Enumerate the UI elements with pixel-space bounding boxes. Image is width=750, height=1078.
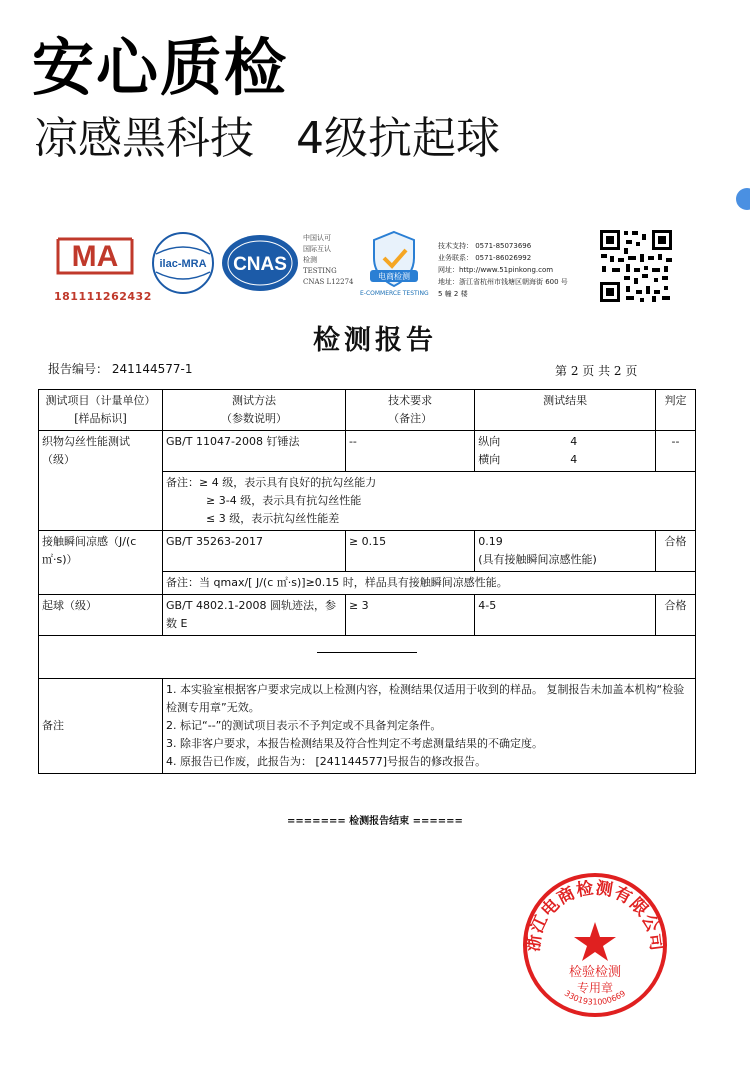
row-method: GB/T 4802.1-2008 圆轨迹法，参数 E <box>163 595 346 636</box>
row-item-line: 接触瞬间凉感（J/(c <box>42 535 137 548</box>
note-line: 备注：≥ 4 级，表示具有良好的抗勾丝能力 <box>166 476 377 489</box>
result-direction: 横向 <box>478 453 501 466</box>
row-result <box>475 531 656 572</box>
cma-logo <box>50 233 140 289</box>
qr-code <box>598 228 674 304</box>
result-value: 0.19 <box>478 535 503 548</box>
header-method-line: （参数说明） <box>220 412 287 425</box>
result-line <box>478 451 652 469</box>
row-result: 4-5 <box>475 595 656 636</box>
result-line <box>478 433 652 451</box>
seal-center-text: 检验检测 <box>568 965 622 980</box>
row-method: GB/T 35263-2017 <box>163 531 346 572</box>
seal-sub-text: 专用章 <box>576 981 614 995</box>
header-requirement <box>345 390 474 431</box>
cnas-logo-text: CNAS <box>233 254 287 275</box>
contact-info <box>438 240 568 300</box>
website: 网址：http://www.51pinkong.com <box>438 266 554 274</box>
ecommerce-testing-logo <box>364 228 424 290</box>
cnas-line: 国际互认 <box>303 245 331 253</box>
header-method-line: 测试方法 <box>231 394 276 407</box>
remark-item: 2. 标记“--”的测试项目表示不予判定或不具备判定条件。 <box>166 719 442 732</box>
row-item: 起球（级） <box>39 595 163 636</box>
remark-item: 1. 本实验室根据客户要求完成以上检测内容，检测结果仅适用于收到的样品。 复制报告未加盖本机构“检验检测专用章”无效。 <box>166 683 685 714</box>
header-result: 测试结果 <box>475 390 656 431</box>
cnas-line: CNAS L12274 <box>303 278 354 286</box>
table-row <box>39 531 696 572</box>
header-requirement-line: 技术要求 <box>388 394 433 407</box>
ecommerce-badge-text: 电商检测 <box>378 272 410 281</box>
header-item-line: 测试项目（计量单位） <box>45 394 156 407</box>
row-requirement: ≥ 0.15 <box>345 531 474 572</box>
page-subtitle: 凉感黑科技 4级抗起球 <box>34 113 500 164</box>
note-line: 备注：当 qmax/[ J/(c ㎡·s)]≥0.15 时，样品具有接触瞬间凉感性能。 <box>166 576 508 589</box>
remarks-content <box>163 679 696 774</box>
cnas-logo <box>220 233 300 293</box>
remarks-label: 备注 <box>39 679 163 774</box>
row-note <box>163 572 696 595</box>
row-note <box>163 472 696 531</box>
support-phone: 技术支持： 0571-85073696 <box>438 242 532 250</box>
divider <box>317 652 417 653</box>
seal-number: 3301931000669 <box>562 988 628 1007</box>
blank-cell <box>39 636 696 679</box>
test-results-table <box>38 389 696 774</box>
header-requirement-line: （备注） <box>388 412 433 425</box>
remark-item: 4. 原报告已作废，此报告为： [241144577]号报告的修改报告。 <box>166 755 487 768</box>
row-item <box>39 531 163 595</box>
ilac-mra-logo <box>150 230 216 296</box>
row-item-line: 织物勾丝性能测试 <box>42 435 130 448</box>
note-line: ≥ 3-4 级，表示具有抗勾丝性能 <box>206 494 362 507</box>
row-requirement: -- <box>345 431 474 472</box>
report-end-mark: ======= 检测报告结束 ====== <box>287 816 463 827</box>
business-phone: 业务联系： 0571-86026992 <box>438 254 532 262</box>
row-judgment: 合格 <box>656 595 696 636</box>
note-line: ≤ 3 级，表示抗勾丝性能差 <box>206 512 340 525</box>
row-item-line: （级） <box>42 453 75 466</box>
report-number: 报告编号： 241144577-1 <box>48 362 193 376</box>
table-row <box>39 595 696 636</box>
row-judgment: -- <box>656 431 696 472</box>
result-grade: 4 <box>570 435 578 448</box>
result-grade: 4 <box>570 453 578 466</box>
page-title: 安心质检 <box>32 31 289 104</box>
ilac-logo-text: ilac-MRA <box>159 258 207 270</box>
result-direction: 纵向 <box>478 435 501 448</box>
table-row <box>39 431 696 472</box>
cma-number: 181111262432 <box>54 290 152 303</box>
row-item-line: ㎡·s)） <box>42 553 78 566</box>
row-item <box>39 431 163 531</box>
ecommerce-label: E-COMMERCE TESTING <box>360 290 429 297</box>
row-result <box>475 431 656 472</box>
result-remark: (具有接触瞬间凉感性能) <box>478 553 597 566</box>
table-header-row <box>39 390 696 431</box>
address-building: 5 幢 2 楼 <box>438 290 468 298</box>
blank-row <box>39 636 696 679</box>
cnas-caption <box>303 233 353 288</box>
seal-ring-text: 浙江电商检测有限公司 <box>523 878 667 953</box>
cma-logo-text: MA <box>71 240 119 273</box>
header-item <box>39 390 163 431</box>
row-method: GB/T 11047-2008 钉锤法 <box>163 431 346 472</box>
header-judgment: 判定 <box>656 390 696 431</box>
header-item-line: [样品标识] <box>74 412 127 425</box>
scroll-indicator[interactable] <box>736 188 750 210</box>
cnas-line: TESTING <box>303 267 337 275</box>
cnas-line: 检测 <box>303 256 317 264</box>
report-title: 检测报告 <box>313 325 437 356</box>
remark-item: 3. 除非客户要求，本报告检测结果及符合性判定不考虑测量结果的不确定度。 <box>166 737 544 750</box>
row-requirement: ≥ 3 <box>345 595 474 636</box>
cnas-line: 中国认可 <box>303 234 331 242</box>
row-judgment: 合格 <box>656 531 696 572</box>
page-number: 第 2 页 共 2 页 <box>555 364 638 378</box>
remarks-row <box>39 679 696 774</box>
header-method <box>163 390 346 431</box>
address: 地址：浙江省杭州市钱塘区朝海街 600 号 <box>438 278 568 286</box>
official-seal-stamp <box>520 870 670 1020</box>
